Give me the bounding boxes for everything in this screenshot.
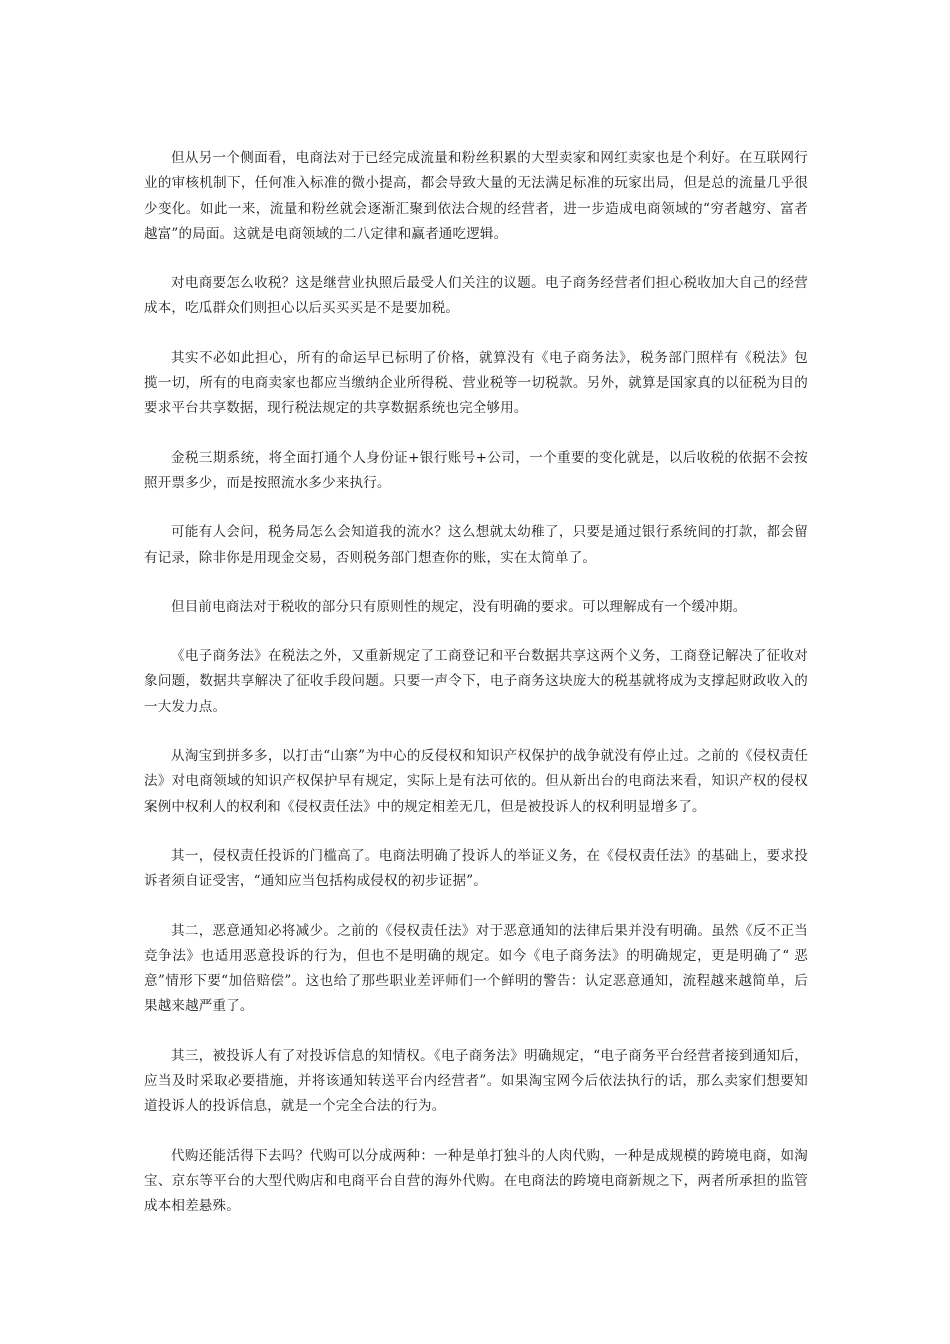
paragraph-12: 代购还能活得下去吗？代购可以分成两种：一种是单打独斗的人肉代购，一种是成规模的跨境电商，如淘宝、京东等平台的大型代购店和电商平台自营的海外代购。在电商法的跨境电商新规之下，两者所承担的监管成本相差悬殊。	[144, 1147, 808, 1215]
paragraph-2: 对电商要怎么收税？这是继营业执照后最受人们关注的议题。电子商务经营者们担心税收加大自己的经营成本，吃瓜群众们则担心以后买买买是不是要加税。	[144, 275, 808, 317]
paragraph-4: 金税三期系统，将全面打通个人身份证+银行账号+公司，一个重要的变化就是，以后收税的依据不会按照开票多少，而是按照流水多少来执行。	[144, 449, 808, 491]
paragraph-3: 其实不必如此担心，所有的命运早已标明了价格，就算没有《电子商务法》，税务部门照样有《税法》包揽一切，所有的电商卖家也都应当缴纳企业所得税、营业税等一切税款。另外，就算是国家真的以征税为目的要求平台共享数据，现行税法规定的共享数据系统也完全够用。	[144, 349, 808, 417]
paragraph-7: 《电子商务法》在税法之外，又重新规定了工商登记和平台数据共享这两个义务，工商登记解决了征收对象问题，数据共享解决了征收手段问题。只要一声令下，电子商务这块庞大的税基就将成为支撑起财政收入的一大发力点。	[144, 648, 808, 715]
document-body	[144, 146, 808, 1244]
paragraph-6: 但目前电商法对于税收的部分只有原则性的规定，没有明确的要求。可以理解成有一个缓冲期。	[171, 598, 747, 615]
paragraph-8: 从淘宝到拼多多，以打击“山寨”为中心的反侵权和知识产权保护的战争就没有停止过。之前的《侵权责任法》对电商领域的知识产权保护早有规定，实际上是有法可依的。但从新出台的电商法来看，知识产权的侵权案例中权利人的权利和《侵权责任法》中的规定相差无几，但是被投诉人的权利明显增多了。	[144, 748, 808, 815]
paragraph-9: 其一，侵权责任投诉的门槛高了。电商法明确了投诉人的举证义务，在《侵权责任法》的基础上，要求投诉者须自证受害，“通知应当包括构成侵权的初步证据”。	[144, 847, 808, 890]
paragraph-11: 其三，被投诉人有了对投诉信息的知情权。《电子商务法》明确规定，“电子商务平台经营者接到通知后，应当及时采取必要措施，并将该通知转送平台内经营者”。如果淘宝网今后依法执行的话，那么卖家们想要知道投诉人的投诉信息，就是一个完全合法的行为。	[144, 1047, 808, 1115]
paragraph-5: 可能有人会问，税务局怎么会知道我的流水？这么想就太幼稚了，只要是通过银行系统间的打款，都会留有记录，除非你是用现金交易，否则税务部门想查你的账，实在太简单了。	[144, 524, 808, 566]
paragraph-1: 但从另一个侧面看，电商法对于已经完成流量和粉丝积累的大型卖家和网红卖家也是个利好。在互联网行业的审核机制下，任何准入标准的微小提高，都会导致大量的无法满足标准的玩家出局，但是总的流量几乎很少变化。如此一来，流量和粉丝就会逐渐汇聚到依法合规的经营者，进一步造成电商领域的“穷者越穷、富者越富”的局面。这就是电商领域的二八定律和赢者通吃逻辑。	[144, 150, 808, 242]
paragraph-10: 其二，恶意通知必将减少。之前的《侵权责任法》对于恶意通知的法律后果并没有明确。虽然《反不正当竞争法》也适用恶意投诉的行为，但也不是明确的规定。如今《电子商务法》的明确规定，更是明确了“ 恶意”情形下要“加倍赔偿”。这也给了那些职业差评师们一个鲜明的警告：认定恶意通知，流程越来越简单，后果越来越严重了。	[144, 922, 808, 1015]
